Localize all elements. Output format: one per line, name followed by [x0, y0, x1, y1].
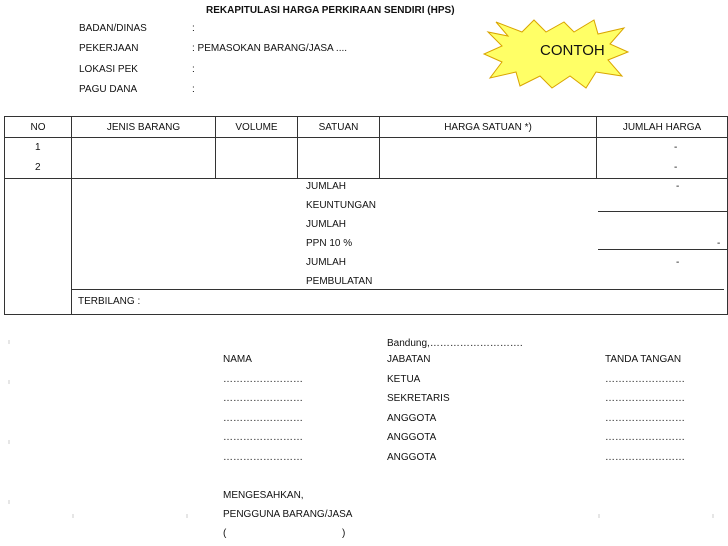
signer-signature: ……………………: [605, 413, 685, 424]
grid-mark: [8, 500, 10, 504]
signer-name: ……………………: [223, 393, 303, 404]
signer-role: ANGGOTA: [387, 452, 437, 463]
grid-mark: [8, 440, 10, 444]
stamp-label: CONTOH: [540, 42, 605, 59]
field-value-lokasi: :: [192, 64, 195, 75]
terbilang-label: TERBILANG :: [78, 296, 141, 307]
signer-name: ……………………: [223, 432, 303, 443]
signer-role: SEKRETARIS: [387, 393, 450, 404]
summary-jumlah3-label: JUMLAH: [306, 257, 347, 268]
col-header-tanda-tangan: TANDA TANGAN: [605, 354, 682, 365]
summary-jumlah-value: -: [676, 181, 680, 192]
row-amount: -: [674, 142, 678, 153]
grid-mark: [8, 380, 10, 384]
col-header-harga-satuan: HARGA SATUAN *): [380, 117, 597, 138]
no-cell: [5, 138, 72, 179]
table-row: [5, 138, 728, 179]
volume-cell: [216, 138, 298, 179]
field-label-badan: BADAN/DINAS: [79, 23, 147, 34]
col-header-jumlah-harga: JUMLAH HARGA: [597, 117, 728, 138]
summary-pembulatan-label: PEMBULATAN: [306, 276, 373, 287]
signer-signature: ……………………: [605, 374, 685, 385]
field-value-pekerjaan: : PEMASOKAN BARANG/JASA ....: [192, 43, 348, 54]
grid-mark: [712, 514, 714, 518]
row-number: 1: [35, 142, 41, 153]
col-header-jenis-barang: JENIS BARANG: [72, 117, 216, 138]
signer-name: ……………………: [223, 413, 303, 424]
approver-role: PENGGUNA BARANG/JASA: [223, 509, 353, 520]
signer-name: ……………………: [223, 374, 303, 385]
signer-role: KETUA: [387, 374, 421, 385]
field-value-badan: :: [192, 23, 195, 34]
signer-signature: ……………………: [605, 432, 685, 443]
signer-name: ……………………: [223, 452, 303, 463]
signer-signature: ……………………: [605, 393, 685, 404]
col-header-volume: VOLUME: [216, 117, 298, 138]
signer-signature: ……………………: [605, 452, 685, 463]
satuan-cell: [298, 138, 380, 179]
col-header-no: NO: [5, 117, 72, 138]
summary-divider: [72, 289, 724, 290]
jenis-barang-cell: [72, 138, 216, 179]
signer-role: ANGGOTA: [387, 413, 437, 424]
approver-name-open: (: [223, 528, 227, 539]
document-title: REKAPITULASI HARGA PERKIRAAN SENDIRI (HPS): [206, 5, 455, 16]
summary-divider: [598, 211, 728, 212]
row-amount: -: [674, 162, 678, 173]
grid-mark: [598, 514, 600, 518]
summary-ppn-label: PPN 10 %: [306, 238, 353, 249]
row-number: 2: [35, 162, 41, 173]
grid-mark: [72, 514, 74, 518]
summary-jumlah-label: JUMLAH: [306, 181, 347, 192]
table-header-row: [5, 117, 728, 138]
field-label-pagu: PAGU DANA: [79, 84, 138, 95]
summary-no-cell: [5, 179, 72, 315]
harga-satuan-cell: [380, 138, 597, 179]
col-header-nama: NAMA: [223, 354, 252, 365]
field-value-pagu: :: [192, 84, 195, 95]
grid-mark: [186, 514, 188, 518]
summary-divider: [598, 249, 728, 250]
jumlah-harga-cell: [597, 138, 728, 179]
col-header-jabatan: JABATAN: [387, 354, 431, 365]
summary-ppn-value: -: [717, 238, 721, 249]
place-date: Bandung,……………………….: [387, 338, 523, 349]
summary-row: [5, 179, 728, 315]
signer-role: ANGGOTA: [387, 432, 437, 443]
summary-block: [72, 179, 728, 315]
hps-table: [4, 116, 728, 315]
field-label-lokasi: LOKASI PEK: [79, 64, 138, 75]
grid-mark: [8, 340, 10, 344]
approval-label: MENGESAHKAN,: [223, 490, 304, 501]
field-label-pekerjaan: PEKERJAAN: [79, 43, 139, 54]
summary-keuntungan-label: KEUNTUNGAN: [306, 200, 377, 211]
summary-jumlah2-label: JUMLAH: [306, 219, 347, 230]
summary-jumlah3-value: -: [676, 257, 680, 268]
approver-name-close: ): [342, 528, 346, 539]
col-header-satuan: SATUAN: [298, 117, 380, 138]
